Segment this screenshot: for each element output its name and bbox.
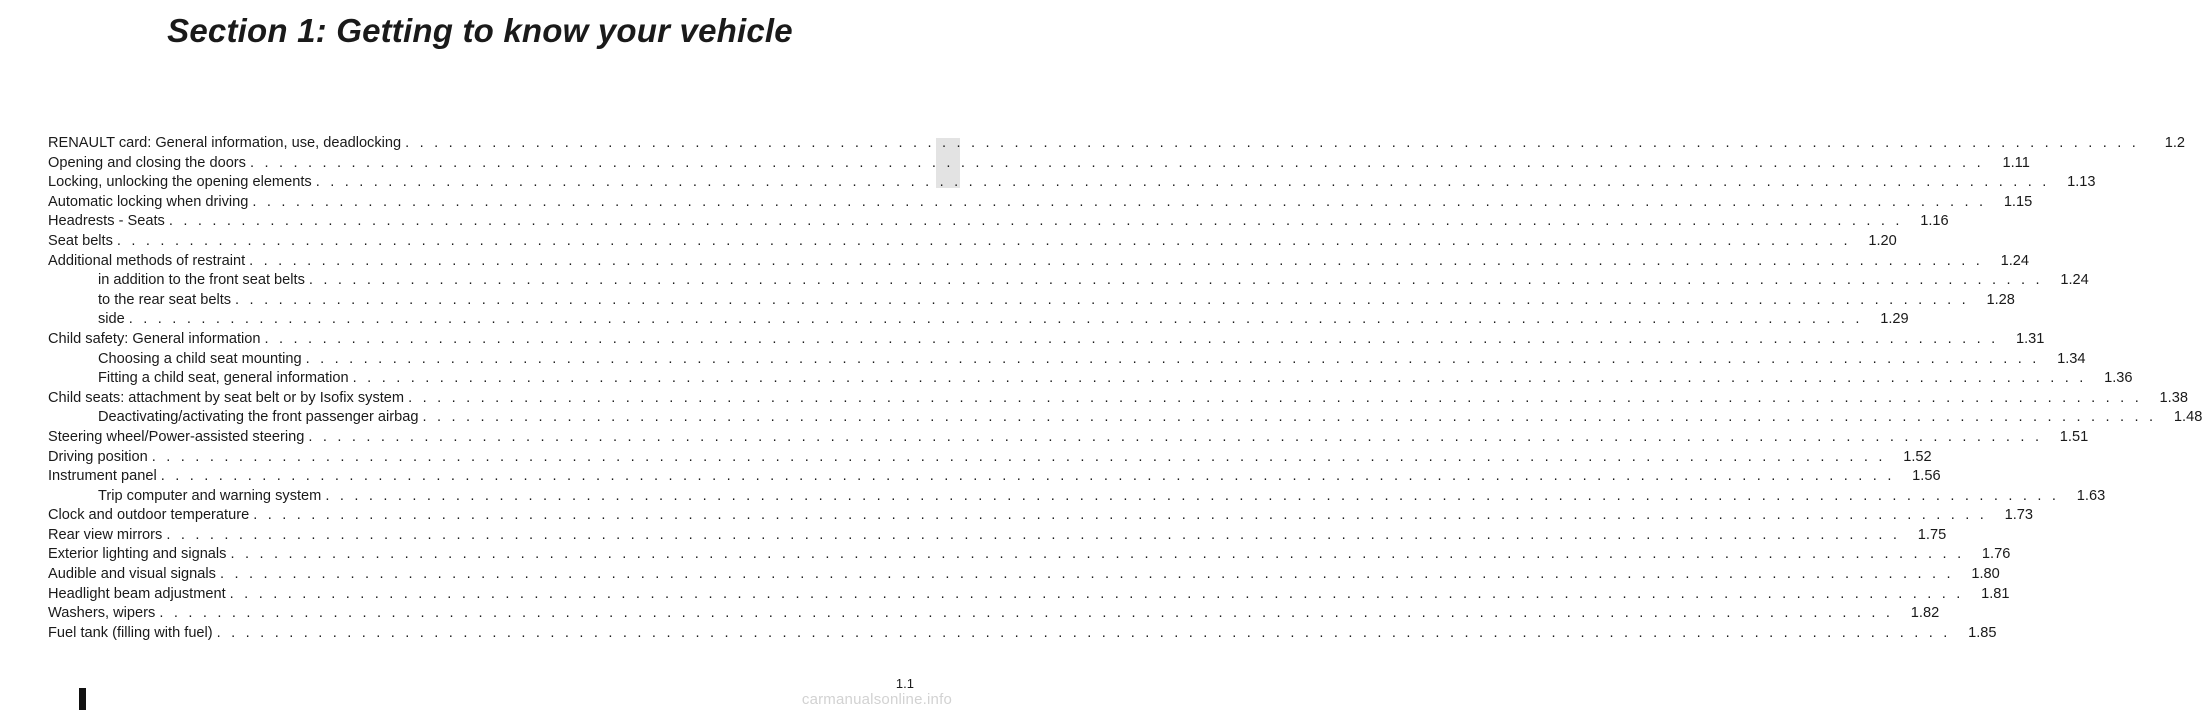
toc-entry-title: Deactivating/activating the front passenger airbag (98, 409, 419, 426)
dot-leader: . . . . . . . . . . . . . . . . . . . . . . . . . . . . . . . . . . . . . . . . . . . . . . . . . . . . . . . . . . . . . . . . . . . . . . . . . . . . . . . . . . . . . . . . . . . . . . . . . . . . . . . . . . . . . . . . . . . . . . . . (168, 213, 1903, 230)
toc-entry-title: to the rear seat belts (98, 291, 232, 308)
dot-leader: . . . . . . . . . . . . . . . . . . . . . . . . . . . . . . . . . . . . . . . . . . . . . . . . . . . . . . . . . . . . . . . . . . . . . . . . . . . . . . . . . . . . . . . . . . . . . . . . . . . . . . . . . . . . . . . . . . . . . . . . (253, 507, 1988, 524)
table-of-contents (48, 134, 2202, 643)
toc-entry[interactable] (48, 330, 2045, 350)
toc-entry[interactable] (48, 408, 2202, 428)
dot-leader: . . . . . . . . . . . . . . . . . . . . . . . . . . . . . . . . . . . . . . . . . . . . . . . . . . . . . . . . . . . . . . . . . . . . . . . . . . . . . . . . . . . . . . . . . . . . . . . . . . . . . . . . . . . . . . . . . . . . . . . . (315, 174, 2050, 191)
dot-leader: . . . . . . . . . . . . . . . . . . . . . . . . . . . . . . . . . . . . . . . . . . . . . . . . . . . . . . . . . . . . . . . . . . . . . . . . . . . . . . . . . . . . . . . . . . . . . . . . . . . . . . . . . . . . . . . . . . . . . . . . (308, 428, 2043, 445)
toc-entry[interactable] (48, 193, 2033, 213)
dot-leader: . . . . . . . . . . . . . . . . . . . . . . . . . . . . . . . . . . . . . . . . . . . . . . . . . . . . . . . . . . . . . . . . . . . . . . . . . . . . . . . . . . . . . . . . . . . . . . . . . . . . . . . . . . . . . . . . . . . . . . . . (128, 311, 1863, 328)
dot-leader: . . . . . . . . . . . . . . . . . . . . . . . . . . . . . . . . . . . . . . . . . . . . . . . . . . . . . . . . . . . . . . . . . . . . . . . . . . . . . . . . . . . . . . . . . . . . . . . . . . . . . . . . . . . . . . . . . . . . . . . . (422, 409, 2157, 426)
toc-entry[interactable] (48, 448, 1932, 468)
toc-entry-page: 1.28 (1986, 291, 2015, 308)
toc-entry-page: 1.31 (2015, 330, 2045, 347)
toc-entry[interactable] (48, 545, 2011, 565)
toc-entry-title: Child safety: General information (48, 330, 261, 347)
toc-entry-title: Headrests - Seats (48, 213, 165, 230)
toc-entry[interactable] (48, 585, 2010, 605)
crop-mark (79, 688, 86, 710)
dot-leader: . . . . . . . . . . . . . . . . . . . . . . . . . . . . . . . . . . . . . . . . . . . . . . . . . . . . . . . . . . . . . . . . . . . . . . . . . . . . . . . . . . . . . . . . . . . . . . . . . . . . . . . . . . . . . . . . . . . . . . . . (116, 232, 1851, 249)
toc-entry[interactable] (48, 604, 1940, 624)
toc-entry[interactable] (48, 154, 2030, 174)
toc-entry-page: 1.75 (1917, 526, 1947, 543)
toc-entry[interactable] (48, 252, 2029, 272)
toc-entry-title: Fitting a child seat, general information (98, 370, 349, 387)
toc-entry[interactable] (48, 389, 2188, 409)
toc-entry[interactable] (48, 271, 2089, 291)
dot-leader: . . . . . . . . . . . . . . . . . . . . . . . . . . . . . . . . . . . . . . . . . . . . . . . . . . . . . . . . . . . . . . . . . . . . . . . . . . . . . . . . . . . . . . . . . . . . . . . . . . . . . . . . . . . . . . . . . . . . . . . . (229, 585, 1964, 602)
toc-entry-title: in addition to the front seat belts (98, 272, 305, 289)
dot-leader: . . . . . . . . . . . . . . . . . . . . . . . . . . . . . . . . . . . . . . . . . . . . . . . . . . . . . . . . . . . . . . . . . . . . . . . . . . . . . . . . . . . . . . . . . . . . . . . . . . . . . . . . . . . . . . . . . . . . . . . . (151, 448, 1886, 465)
toc-entry-title: side (98, 311, 125, 328)
toc-entry-page: 1.73 (2004, 507, 2034, 524)
toc-entry[interactable] (48, 624, 1997, 644)
toc-entry[interactable] (48, 526, 1947, 546)
toc-entry-page: 1.56 (1912, 468, 1941, 485)
toc-entry-page: 1.48 (2173, 409, 2202, 426)
dot-leader: . . . . . . . . . . . . . . . . . . . . . . . . . . . . . . . . . . . . . . . . . . . . . . . . . . . . . . . . . . . . . . . . . . . . . . . . . . . . . . . . . . . . . . . . . . . . . . . . . . . . . . . . . . . . . . . . . . . . . . . . (230, 546, 1965, 563)
toc-entry-page: 1.80 (1971, 566, 2000, 583)
toc-entry-page: 1.16 (1920, 213, 1949, 230)
toc-entry-title: Locking, unlocking the opening elements (48, 174, 312, 191)
watermark: carmanualsonline.info (801, 691, 952, 708)
toc-entry-page: 1.15 (2003, 193, 2033, 210)
toc-entry-title: Seat belts (48, 232, 113, 249)
toc-entry[interactable] (48, 310, 1909, 330)
dot-leader: . . . . . . . . . . . . . . . . . . . . . . . . . . . . . . . . . . . . . . . . . . . . . . . . . . . . . . . . . . . . . . . . . . . . . . . . . . . . . . . . . . . . . . . . . . . . . . . . . . . . . . . . . . . . . . . . . . . . . . . . (166, 526, 1901, 543)
toc-entry[interactable] (48, 212, 1949, 232)
dot-leader: . . . . . . . . . . . . . . . . . . . . . . . . . . . . . . . . . . . . . . . . . . . . . . . . . . . . . . . . . . . . . . . . . . . . . . . . . . . . . . . . . . . . . . . . . . . . . . . . . . . . . . . . . . . . . . . . . . . . . . . . (408, 389, 2142, 406)
toc-entry-page: 1.24 (2000, 252, 2029, 269)
dot-leader: . . . . . . . . . . . . . . . . . . . . . . . . . . . . . . . . . . . . . . . . . . . . . . . . . . . . . . . . . . . . . . . . . . . . . . . . . . . . . . . . . . . . . . . . . . . . . . . . . . . . . . . . . . . . . . . . . . . . . . . . (308, 272, 2043, 289)
toc-entry[interactable] (48, 467, 1941, 487)
dot-leader: . . . . . . . . . . . . . . . . . . . . . . . . . . . . . . . . . . . . . . . . . . . . . . . . . . . . . . . . . . . . . . . . . . . . . . . . . . . . . . . . . . . . . . . . . . . . . . . . . . . . . . . . . . . . . . . . . . . . . . . . (249, 252, 1983, 269)
toc-entry-page: 1.51 (2059, 428, 2089, 445)
toc-entry[interactable] (48, 487, 2106, 507)
toc-entry-title: Washers, wipers (48, 605, 156, 622)
toc-entry-title: Driving position (48, 448, 148, 465)
toc-entry-title: Additional methods of restraint (48, 252, 246, 269)
toc-entry[interactable] (48, 134, 2185, 154)
toc-entry[interactable] (48, 232, 1897, 252)
toc-entry-title: Instrument panel (48, 468, 157, 485)
toc-entry-page: 1.29 (1880, 311, 1909, 328)
toc-entry-page: 1.81 (1981, 585, 2010, 602)
toc-entry-page: 1.24 (2060, 272, 2089, 289)
dot-leader: . . . . . . . . . . . . . . . . . . . . . . . . . . . . . . . . . . . . . . . . . . . . . . . . . . . . . . . . . . . . . . . . . . . . . . . . . . . . . . . . . . . . . . . . . . . . . . . . . . . . . . . . . . . . . . . . . . . . . . . . (235, 291, 1969, 308)
toc-entry-page: 1.38 (2159, 389, 2188, 406)
toc-entry-title: Rear view mirrors (48, 526, 163, 543)
dot-leader: . . . . . . . . . . . . . . . . . . . . . . . . . . . . . . . . . . . . . . . . . . . . . . . . . . . . . . . . . . . . . . . . . . . . . . . . . . . . . . . . . . . . . . . . . . . . . . . . . . . . . . . . . . . . . . . . . . . . . . . . (352, 370, 2087, 387)
dot-leader: . . . . . . . . . . . . . . . . . . . . . . . . . . . . . . . . . . . . . . . . . . . . . . . . . . . . . . . . . . . . . . . . . . . . . . . . . . . . . . . . . . . . . . . . . . . . . . . . . . . . . . . . . . . . . . . . . . . . . . . . (264, 330, 1999, 347)
toc-entry-page: 1.63 (2076, 487, 2106, 504)
dot-leader: . . . . . . . . . . . . . . . . . . . . . . . . . . . . . . . . . . . . . . . . . . . . . . . . . . . . . . . . . . . . . . . . . . . . . . . . . . . . . . . . . . . . . . . . . . . . . . . . . . . . . . . . . . . . . . . . . . . . . . . . (219, 566, 1954, 583)
toc-entry-title: Audible and visual signals (48, 566, 216, 583)
toc-entry[interactable] (48, 428, 2089, 448)
toc-entry-page: 1.85 (1968, 624, 1997, 641)
dot-leader: . . . . . . . . . . . . . . . . . . . . . . . . . . . . . . . . . . . . . . . . . . . . . . . . . . . . . . . . . . . . . . . . . . . . . . . . . . . . . . . . . . . . . . . . . . . . . . . . . . . . . . . . . . . . . . . . . . . . . . . . (325, 487, 2060, 504)
page-number: 1.1 (895, 676, 914, 691)
toc-entry[interactable] (48, 506, 2034, 526)
toc-entry-page: 1.20 (1868, 232, 1897, 249)
dot-leader: . . . . . . . . . . . . . . . . . . . . . . . . . . . . . . . . . . . . . . . . . . . . . . . . . . . . . . . . . . . . . . . . . . . . . . . . . . . . . . . . . . . . . . . . . . . . . . . . . . . . . . . . . . . . . . . . . . . . . . . . (159, 605, 1894, 622)
toc-entry[interactable] (48, 291, 2015, 311)
toc-entry-title: Trip computer and warning system (98, 487, 322, 504)
toc-entry-title: Automatic locking when driving (48, 193, 249, 210)
toc-entry-page: 1.36 (2104, 370, 2133, 387)
toc-entry-page: 1.13 (2067, 174, 2096, 191)
toc-entry[interactable] (48, 173, 2096, 193)
dot-leader: . . . . . . . . . . . . . . . . . . . . . . . . . . . . . . . . . . . . . . . . . . . . . . . . . . . . . . . . . . . . . . . . . . . . . . . . . . . . . . . . . . . . . . . . . . . . . . . . . . . . . . . . . . . . . . . . . . . . . . . . (249, 154, 1984, 171)
dot-leader: . . . . . . . . . . . . . . . . . . . . . . . . . . . . . . . . . . . . . . . . . . . . . . . . . . . . . . . . . . . . . . . . . . . . . . . . . . . . . . . . . . . . . . . . . . . . . . . . . . . . . . . . . . . . . . . . . . . . . . . . (305, 350, 2040, 367)
toc-entry-page: 1.34 (2057, 350, 2086, 367)
toc-entry-title: Exterior lighting and signals (48, 546, 227, 563)
dot-leader: . . . . . . . . . . . . . . . . . . . . . . . . . . . . . . . . . . . . . . . . . . . . . . . . . . . . . . . . . . . . . . . . . . . . . . . . . . . . . . . . . . . . . . . . . . . . . . . . . . . . . . . . . . . . . . . . . . . . . . . . (216, 624, 1951, 641)
toc-entry-title: Clock and outdoor temperature (48, 507, 250, 524)
dot-leader: . . . . . . . . . . . . . . . . . . . . . . . . . . . . . . . . . . . . . . . . . . . . . . . . . . . . . . . . . . . . . . . . . . . . . . . . . . . . . . . . . . . . . . . . . . . . . . . . . . . . . . . . . . . . . . . . . . . . . . . . (160, 468, 1895, 485)
toc-entry[interactable] (48, 369, 2133, 389)
page-title: Section 1: Getting to know your vehicle (167, 12, 793, 49)
toc-entry-title: Choosing a child seat mounting (98, 350, 302, 367)
toc-entry-title: Steering wheel/Power-assisted steering (48, 428, 305, 445)
toc-entry-title: Fuel tank (filling with fuel) (48, 624, 213, 641)
toc-entry-page: 1.52 (1903, 448, 1932, 465)
toc-entry-title: Child seats: attachment by seat belt or by Isofix system (48, 389, 405, 406)
toc-entry-page: 1.82 (1910, 605, 1940, 622)
toc-entry-title: Headlight beam adjustment (48, 585, 226, 602)
toc-entry-page: 1.2 (2164, 135, 2185, 151)
dot-leader: . . . . . . . . . . . . . . . . . . . . . . . . . . . . . . . . . . . . . . . . . . . . . . . . . . . . . . . . . . . . . . . . . . . . . . . . . . . . . . . . . . . . . . . . . . . . . . . . . . . . . . . . . . . . . . . . . . . . . . . . (405, 135, 2139, 151)
toc-entry-title: RENAULT card: General information, use, deadlocking (48, 135, 402, 151)
toc-entry[interactable] (48, 350, 2086, 370)
dot-leader: . . . . . . . . . . . . . . . . . . . . . . . . . . . . . . . . . . . . . . . . . . . . . . . . . . . . . . . . . . . . . . . . . . . . . . . . . . . . . . . . . . . . . . . . . . . . . . . . . . . . . . . . . . . . . . . . . . . . . . . . (252, 193, 1987, 210)
toc-entry-page: 1.11 (2002, 154, 2030, 171)
toc-entry-title: Opening and closing the doors (48, 154, 246, 171)
toc-entry[interactable] (48, 565, 2000, 585)
toc-entry-page: 1.76 (1981, 546, 2011, 563)
